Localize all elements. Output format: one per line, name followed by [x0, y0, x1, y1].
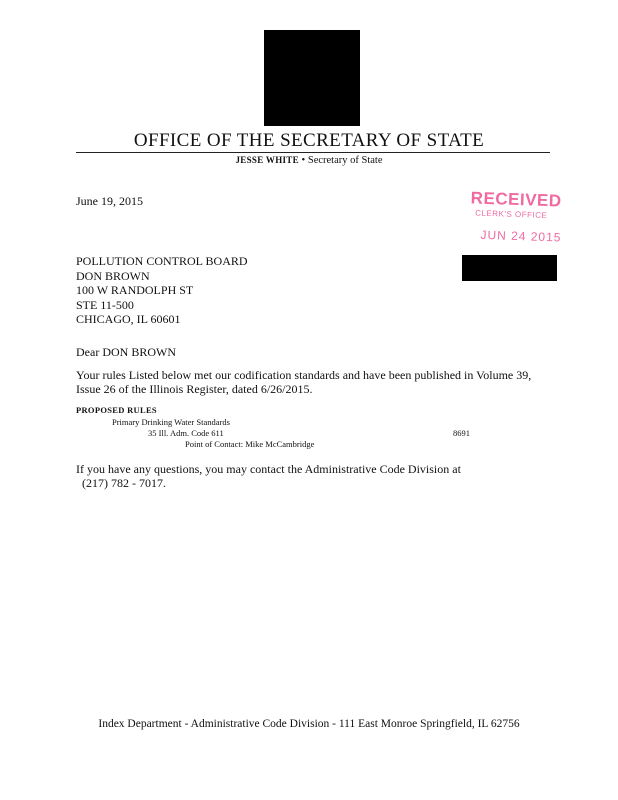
secretary-title: • Secretary of State	[298, 155, 383, 166]
paragraph-line: Your rules Listed below met our codification standards and have been published in Volume 39,	[76, 368, 532, 382]
address-line: STE 11-500	[76, 297, 134, 312]
stamp-office-text: CLERK'S OFFICE	[475, 208, 548, 221]
stamp-received-text: RECEIVED	[470, 188, 562, 211]
address-line: POLLUTION CONTROL BOARD	[76, 254, 248, 268]
footer-address: Index Department - Administrative Code Division - 111 East Monroe Springfield, IL 62756	[98, 718, 520, 730]
received-stamp	[461, 188, 573, 252]
stamp-date-text: JUN 24 2015	[480, 227, 562, 245]
paragraph-line: (217) 782 - 7017.	[82, 476, 166, 490]
subtitle	[0, 155, 618, 166]
paragraph-publication	[76, 368, 531, 396]
salutation: Dear DON BROWN	[76, 345, 176, 359]
rule-contact: Point of Contact: Mike McCambridge	[185, 439, 315, 449]
paragraph-contact	[76, 462, 461, 490]
recipient-address	[76, 254, 248, 327]
redacted-block	[462, 255, 557, 281]
rule-code: 35 Ill. Adm. Code 611	[148, 428, 224, 438]
paragraph-line: Issue 26 of the Illinois Register, dated 6/26/2015.	[76, 382, 313, 396]
address-line: 100 W RANDOLPH ST	[76, 283, 194, 297]
letter-date: June 19, 2015	[76, 194, 143, 208]
redacted-seal	[264, 30, 360, 126]
rule-name: Primary Drinking Water Standards	[112, 417, 230, 427]
title-divider	[76, 152, 550, 153]
paragraph-line: If you have any questions, you may contact the Administrative Code Division at	[76, 462, 461, 476]
rule-page-number: 8691	[453, 428, 470, 438]
secretary-name: JESSE WHITE	[235, 155, 299, 165]
address-line: CHICAGO, IL 60601	[76, 312, 181, 326]
address-line: DON BROWN	[76, 268, 150, 283]
proposed-rules-heading: PROPOSED RULES	[76, 405, 157, 415]
office-title: OFFICE OF THE SECRETARY OF STATE	[133, 130, 485, 151]
